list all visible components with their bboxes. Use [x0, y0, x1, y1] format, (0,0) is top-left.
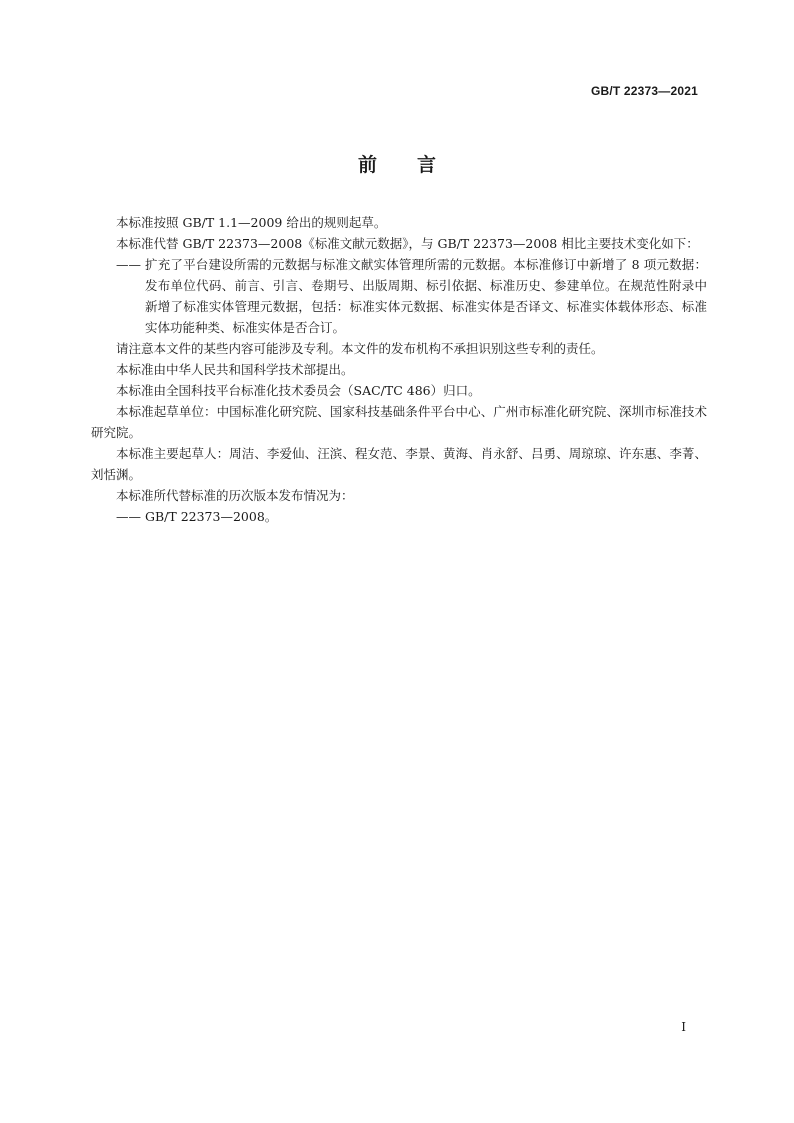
- foreword-body: [91, 212, 707, 527]
- title-char-1: 前: [357, 154, 377, 176]
- paragraph-replacement: 本标准代替 GB/T 22373—2008《标准文献元数据》，与 GB/T 22373—2008 相比主要技术变化如下：: [116, 236, 699, 251]
- list-dash: ——: [116, 257, 141, 272]
- paragraph-drafting-rules: 本标准按照 GB/T 1.1—2009 给出的规则起草。: [116, 215, 387, 230]
- paragraph-proposed-by: 本标准由中华人民共和国科学技术部提出。: [116, 362, 354, 377]
- standard-code: GB/T 22373—2021: [590, 84, 698, 98]
- paragraph-technical-committee: 本标准由全国科技平台标准化技术委员会（SAC/TC 486）归口。: [116, 383, 481, 398]
- list-item-changes: [91, 254, 707, 338]
- paragraph-drafters: 本标准主要起草人：周洁、李爱仙、汪滨、程女范、李景、黄海、肖永舒、吕勇、周琼琼、许东惠、李菁、刘恬渊。: [91, 446, 707, 482]
- title-char-2: 言: [417, 154, 437, 176]
- list-item-previous-edition: [91, 506, 707, 527]
- list-dash: ——: [116, 509, 141, 524]
- list-item-changes-text: 扩充了平台建设所需的元数据与标准文献实体管理所需的元数据。本标准修订中新增了 8 项元数据：发布单位代码、前言、引言、卷期号、出版周期、标引依据、标准历史、参建单位。在规范性附录中新增了标准实体管理元数据，包括：标准实体元数据、标准实体是否译文、标准实体载体形态、标准实体功能种类、标准实体是否合订。: [145, 257, 707, 335]
- paragraph-drafting-organizations: 本标准起草单位：中国标准化研究院、国家科技基础条件平台中心、广州市标准化研究院、深圳市标准技术研究院。: [91, 404, 707, 440]
- page-title: [0, 150, 794, 177]
- list-item-previous-edition-text: GB/T 22373—2008。: [145, 509, 278, 524]
- page-number: I: [681, 1020, 686, 1034]
- paragraph-patent-notice: 请注意本文件的某些内容可能涉及专利。本文件的发布机构不承担识别这些专利的责任。: [116, 341, 604, 356]
- paragraph-previous-editions: 本标准所代替标准的历次版本发布情况为：: [116, 488, 354, 503]
